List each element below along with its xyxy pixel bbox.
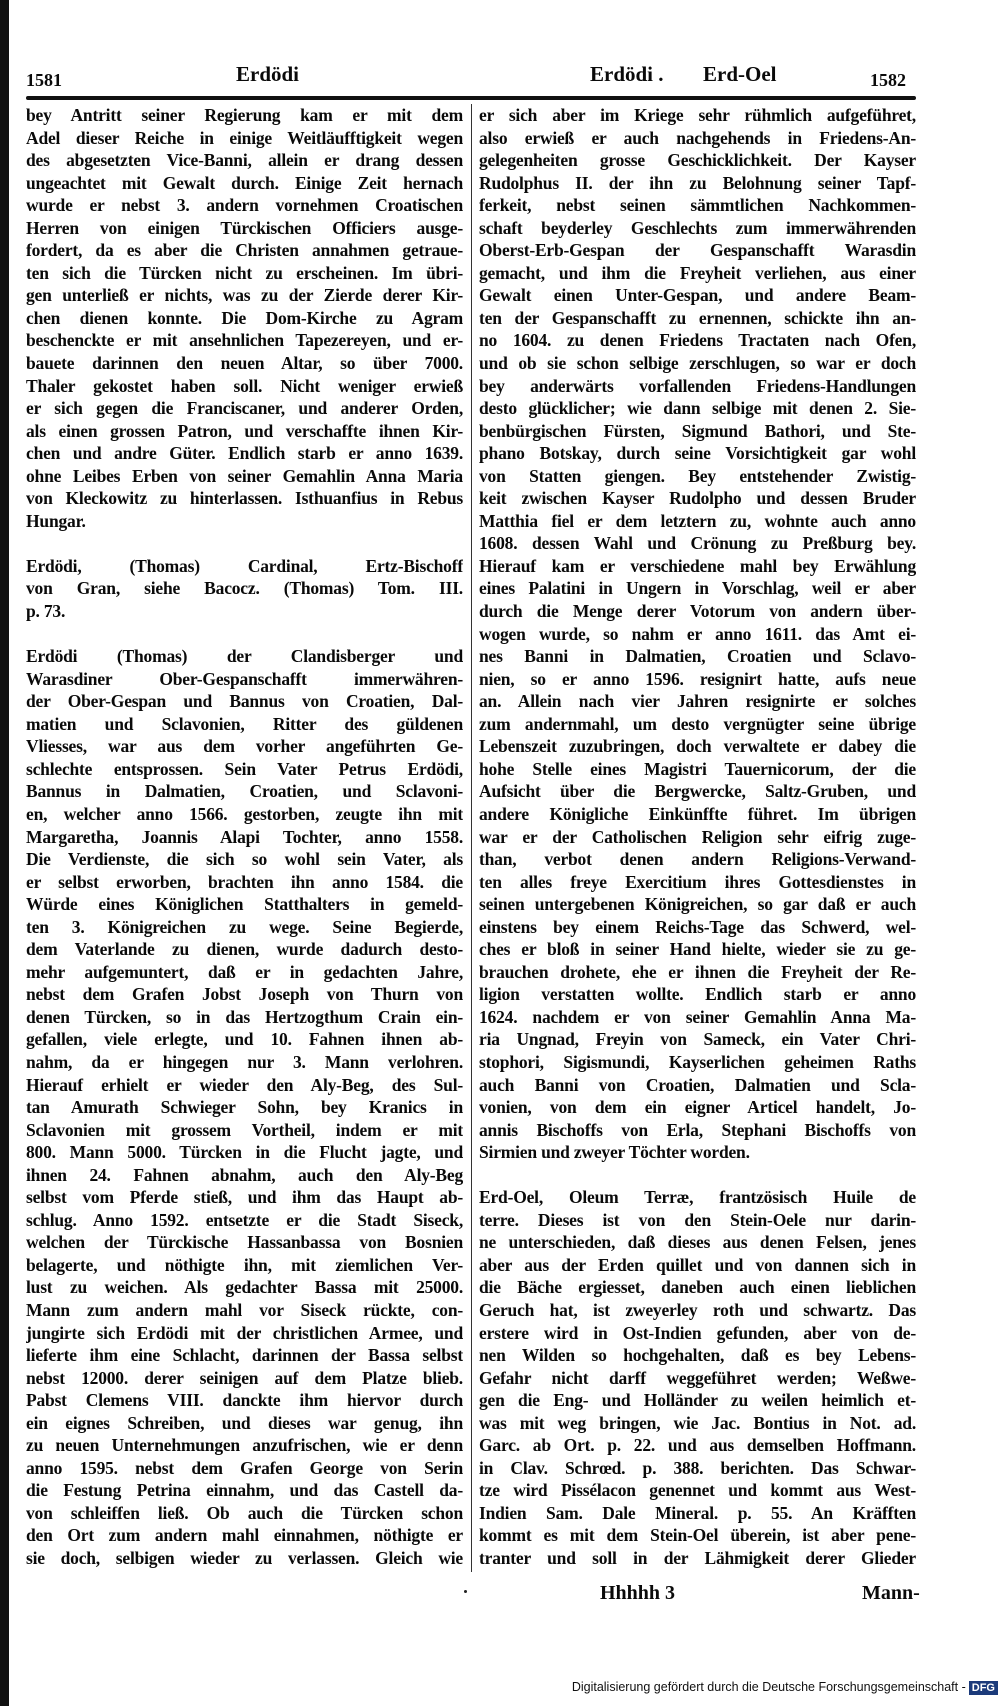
text-line: Margaretha, Joannis Alapi Tochter, anno 1558. [26, 826, 463, 847]
text-line: durch die Menge derer Votorum von andern über- [479, 601, 916, 622]
text-line: Garc. ab Ort. p. 22. und aus demselben Hoffmann. [479, 1435, 916, 1456]
text-line: schaft beyderley Geschlechts zum immerwährenden [479, 217, 916, 238]
text-line: ten 3. Königreichen zu wege. Seine Begierde, [26, 916, 463, 937]
text-line: in Clav. Schrœd. p. 388. berichten. Das Schwar- [479, 1457, 916, 1478]
text-line: Oberst-Erb-Gespan der Gespanschafft Warasdin [479, 240, 916, 261]
text-line: 800. Mann 5000. Türcken in die Flucht jagte, und [26, 1142, 463, 1163]
text-line: einstens bey einem Reichs-Tage das Schwerd, wel- [479, 916, 916, 937]
text-line: ferkeit, nebst seinen sämmtlichen Nachkommen- [479, 195, 916, 216]
text-line: Hierauf erhielt er wieder den Aly-Beg, des Sul- [26, 1074, 463, 1095]
text-line: nien, so er anno 1596. resignirt hatte, aufs neue [479, 668, 916, 689]
signature-mark: Hhhhh 3 [600, 1582, 676, 1604]
text-line: auch Banni von Croatien, Dalmatien und Scla- [479, 1074, 916, 1095]
right-running-title-2: Erd-Oel [703, 62, 777, 86]
paragraph-gap [26, 532, 463, 555]
text-line: nes Banni in Dalmatien, Croatien und Sclavo- [479, 646, 916, 667]
text-line: lust zu weichen. Als gedachter Bassa mit 25000. [26, 1277, 463, 1298]
text-line: wogen wurde, so nahm er anno 1611. das Amt ei- [479, 623, 916, 644]
text-line: Pabst Clemens VIII. danckte ihm hiervor durch [26, 1390, 463, 1411]
text-line: eines Palatini in Ungern in Vorschlag, weil er aber [479, 578, 916, 599]
text-line: nebst 12000. derer seinigen auf dem Platze blieb. [26, 1367, 463, 1388]
left-column [26, 104, 463, 1570]
column-divider [471, 104, 472, 1572]
text-line: hohe Stelle eines Magistri Tauernicorum, der die [479, 758, 916, 779]
text-line: matien und Sclavonien, Ritter des güldenen [26, 713, 463, 734]
text-line: ein eignes Schreiben, und dieses war genug, ihn [26, 1412, 463, 1433]
text-line: kommt es mit dem Stein-Oel überein, ist aber pene- [479, 1525, 916, 1546]
text-line: Bannus in Dalmatien, Croatien, und Sclavoni- [26, 781, 463, 802]
text-line: benbürgischen Fürsten, Sigmund Bathori, und Ste- [479, 420, 916, 441]
text-line: keit zwischen Kayser Rudolpho und dessen Bruder [479, 488, 916, 509]
text-line: selbst vom Pferde stieß, und ihm das Haupt ab- [26, 1187, 463, 1208]
text-line: 1624. nachdem er von seiner Gemahlin Anna Ma- [479, 1006, 916, 1027]
text-line: er sich gegen die Franciscaner, und anderer Orden, [26, 398, 463, 419]
text-line: nen Wilden so hochgehalten, daß es bey Lebens- [479, 1345, 916, 1366]
text-line: belagerte, und nöthigte ihn, mit ziemlichen Ver- [26, 1254, 463, 1275]
right-page-number: 1582 [870, 70, 906, 90]
text-line: tranter und soll in der Lähmigkeit derer Glieder [479, 1548, 916, 1568]
text-line: anno 1595. nebst dem Grafen George von Serin [26, 1457, 463, 1478]
paragraph-gap [26, 623, 463, 646]
text-line: ches er bloß in seiner Hand hielte, wieder sie zu ge- [479, 939, 916, 960]
text-line: bey Antritt seiner Regierung kam er mit dem [26, 105, 463, 125]
paragraph-gap [479, 1164, 916, 1187]
text-line: than, verbot denen andern Religions-Verwand- [479, 849, 916, 870]
text-line: Rudolphus II. der ihn zu Belohnung seiner Tapf- [479, 172, 916, 193]
text-line: stophori, Sigismundi, Kayserlichen geheimen Raths [479, 1051, 916, 1072]
text-line: ungeachtet mit Gewalt durch. Einige Zeit hernach [26, 172, 463, 193]
text-line: dem Vaterlande zu dienen, wurde dadurch desto- [26, 939, 463, 960]
text-line: gen unterließ er nichts, was zu der Zierde derer Kir- [26, 285, 463, 306]
header-rule [26, 96, 916, 100]
text-line: nebst dem Grafen Jobst Joseph von Thurn von [26, 984, 463, 1005]
text-line: gelegenheiten grosse Geschicklichkeit. Der Kayser [479, 150, 916, 171]
text-line: der Ober-Gespan und Bannus von Croatien, Dal- [26, 691, 463, 712]
text-line: gen die Eng- und Holländer zu weilen heimlich et- [479, 1390, 916, 1411]
text-line: Herren von einigen Türckischen Officiers ausge- [26, 217, 463, 238]
text-line: Vliesses, war aus dem vorher angeführten Ge- [26, 736, 463, 757]
text-line: Würde eines Königlichen Statthalters in gemeld- [26, 894, 463, 915]
text-line: ihnen 24. Fahnen abnahm, auch den Aly-Beg [26, 1164, 463, 1185]
text-line: an. Allein nach vier Jahren resignirte er solches [479, 691, 916, 712]
text-line: zum andernmahl, um desto vergnügter seine übrige [479, 713, 916, 734]
text-line: Gewalt einen Unter-Gespan, und andere Beam- [479, 285, 916, 306]
text-line: lieferte ihm eine Schlacht, darinnen der Bassa selbst [26, 1345, 463, 1366]
text-line: die Bäche ergiesset, daneben auch einen lieblichen [479, 1277, 916, 1298]
right-running-title-1: Erdödi . [590, 62, 664, 86]
text-line: p. 73. [26, 601, 66, 622]
text-line: ria Ungnad, Freyin von Sameck, ein Vater Chri- [479, 1029, 916, 1050]
text-line: zu neuen Unternehmungen anzufrischen, wie er denn [26, 1435, 463, 1456]
text-line: von Statten giengen. Bey entstehender Zwistig- [479, 465, 916, 486]
text-line: Erdödi, (Thomas) Cardinal, Ertz-Bischoff [26, 555, 463, 576]
text-line: Lebenszeit zuzubringen, doch verwaltete er dabey die [479, 736, 916, 757]
text-line: den Ort zum andern mahl einnahmen, nöthigte er [26, 1525, 463, 1546]
text-line: chen dienen konnte. Die Dom-Kirche zu Agram [26, 307, 463, 328]
text-line: ohne Leibes Erben von seiner Gemahlin Anna Maria [26, 465, 463, 486]
text-line: seinen untergebenen Königreichen, so gar daß er auch [479, 894, 916, 915]
text-line: Matthia fiel er dem letztern zu, wohnte auch anno [479, 510, 916, 531]
text-line: sie doch, selbigen wieder zu verlassen. Gleich wie [26, 1548, 463, 1568]
footer-credit [572, 1680, 998, 1695]
text-line: Geruch hat, ist zweyerley roth und schwartz. Das [479, 1299, 916, 1320]
text-line: en, welcher anno 1566. gestorben, zeugte ihn mit [26, 803, 463, 824]
text-line: tan Amurath Schwieger Sohn, bey Kranics in [26, 1097, 463, 1118]
text-line: schlug. Anno 1592. entsetzte er die Stadt Siseck, [26, 1209, 463, 1230]
text-line: von schleiffen ließ. Ob auch die Türcken schon [26, 1502, 463, 1523]
text-line: bey anderwärts vorfallenden Friedens-Handlungen [479, 375, 916, 396]
text-line: ne unterschieden, daß dieses aus denen Felsen, jenes [479, 1232, 916, 1253]
text-line: von Kleckowitz zu hinterlassen. Isthuanfius in Rebus [26, 488, 463, 509]
right-column [479, 104, 916, 1570]
text-line: mehr aufgemuntert, daß er in gedachten Jahre, [26, 961, 463, 982]
text-line: annis Bischoffs von Erla, Stephani Bischoffs von [479, 1119, 916, 1140]
text-line: terre. Dieses ist von den Stein-Oele nur darin- [479, 1209, 916, 1230]
left-running-title: Erdödi [236, 62, 300, 86]
text-line: Indien Sam. Dale Mineral. p. 55. An Kräfften [479, 1502, 916, 1523]
text-line: schlechte entsprossen. Sein Vater Petrus Erdödi, [26, 758, 463, 779]
text-line: phano Botskay, durch seine Vorsichtigkeit gar wohl [479, 443, 916, 464]
text-line: fordert, da es aber die Christen annahmen getraue- [26, 240, 463, 261]
text-line: Warasdiner Ober-Gespanschafft immerwähren- [26, 668, 463, 689]
text-line: Erdödi (Thomas) der Clandisberger und [26, 646, 463, 667]
text-line: Gefahr nicht darff weggeführet werden; Weßwe- [479, 1367, 916, 1388]
text-line: war er der Catholischen Religion sehr eifrig zuge- [479, 826, 916, 847]
text-line: ten alles freye Exercitium ihres Gottesdienstes in [479, 871, 916, 892]
text-line: von Gran, siehe Bacocz. (Thomas) Tom. III. [26, 578, 463, 599]
text-line: ten sich die Türcken nicht zu erscheinen. Im übri- [26, 262, 463, 283]
dfg-logo: DFG [969, 1681, 998, 1695]
text-line: brauchen drohete, ehe er ihnen die Freyheit der Re- [479, 961, 916, 982]
footer-text: Digitalisierung gefördert durch die Deutsche Forschungsgemeinschaft - [571, 1680, 966, 1694]
text-line: Hungar. [26, 510, 86, 531]
text-line: vonien, von dem ein eigner Articel handelt, Jo- [479, 1097, 916, 1118]
text-line: gemacht, und ihm die Freyheit verliehen, aus einer [479, 262, 916, 283]
text-line: Mann zum andern mahl vor Siseck rückte, con- [26, 1299, 463, 1320]
text-line: denen Türcken, so in das Hertzogthum Crain ein- [26, 1006, 463, 1027]
text-line: er sich aber im Kriege sehr rühmlich aufgeführet, [479, 105, 916, 125]
text-line: bauete darinnen den neuen Altar, so über 7000. [26, 353, 463, 374]
text-line: was mit weg bringen, wie Jac. Bontius in Not. ad. [479, 1412, 916, 1433]
text-line: die Festung Petrina einnahm, und das Castell da- [26, 1480, 463, 1501]
text-line: jungirte sich Erdödi mit der christlichen Armee, und [26, 1322, 463, 1343]
text-line: andere Königliche Einkünffte führet. Im übrigen [479, 803, 916, 824]
text-line: gefallen, viele erlegte, und 10. Fahnen ihnen ab- [26, 1029, 463, 1050]
text-line: als einen grossen Patron, und verschaffte ihnen Kir- [26, 420, 463, 441]
text-line: Sirmien und zweyer Töchter worden. [479, 1142, 750, 1163]
text-line: Sclavonien mit grossem Vortheil, indem er mit [26, 1119, 463, 1140]
text-line: Die Verdienste, die sich so wohl sein Vater, als [26, 849, 463, 870]
text-line: des abgesetzten Vice-Banni, allein er drang dessen [26, 150, 463, 171]
text-line: desto glücklicher; wie dann selbige mit denen 2. Sie- [479, 398, 916, 419]
left-page-number: 1581 [26, 70, 62, 90]
text-line: erstere wird in Ost-Indien gefunden, aber von de- [479, 1322, 916, 1343]
text-line: beschenckte er mit ansehnlichen Tapezereyen, und er- [26, 330, 463, 351]
catchword: Mann- [862, 1582, 920, 1604]
text-line: also erwieß er auch nachgehends in Friedens-An- [479, 127, 916, 148]
text-line: Adel dieser Reiche in einige Weitläufftigkeit wegen [26, 127, 463, 148]
text-line: Erd-Oel, Oleum Terræ, frantzösisch Huile de [479, 1187, 916, 1208]
scan-edge [0, 0, 9, 1706]
text-line: chen und andre Güter. Endlich starb er anno 1639. [26, 443, 463, 464]
text-line: tze wird Pissélacon genennet und kommt aus West- [479, 1480, 916, 1501]
stray-mark [464, 1590, 467, 1593]
text-line: wurde er nebst 3. andern vornehmen Croatischen [26, 195, 463, 216]
text-line: no 1604. zu denen Friedens Tractaten nach Ofen, [479, 330, 916, 351]
text-line: Thaler gekostet haben soll. Nicht weniger erwieß [26, 375, 463, 396]
text-line: ligion verstatten wollte. Endlich starb er anno [479, 984, 916, 1005]
text-line: ten der Gespanschafft zu ernennen, schickte ihn an- [479, 307, 916, 328]
text-line: und ob sie schon selbige zerschlugen, so war er doch [479, 353, 916, 374]
text-line: er selbst erworben, brachten ihn anno 1584. die [26, 871, 463, 892]
text-line: 1608. dessen Wahl und Crönung zu Preßburg bey. [479, 533, 916, 554]
text-line: aber aus der Erden quillet und von dannen sich in [479, 1254, 916, 1275]
text-line: Hierauf kam er verschiedene mahl bey Erwählung [479, 555, 916, 576]
text-line: nahm, da er hingegen nur 3. Mann verlohren. [26, 1051, 463, 1072]
text-line: welchen der Türckische Hassanbassa von Bosnien [26, 1232, 463, 1253]
text-line: Aufsicht über die Bergwercke, Saltz-Gruben, und [479, 781, 916, 802]
